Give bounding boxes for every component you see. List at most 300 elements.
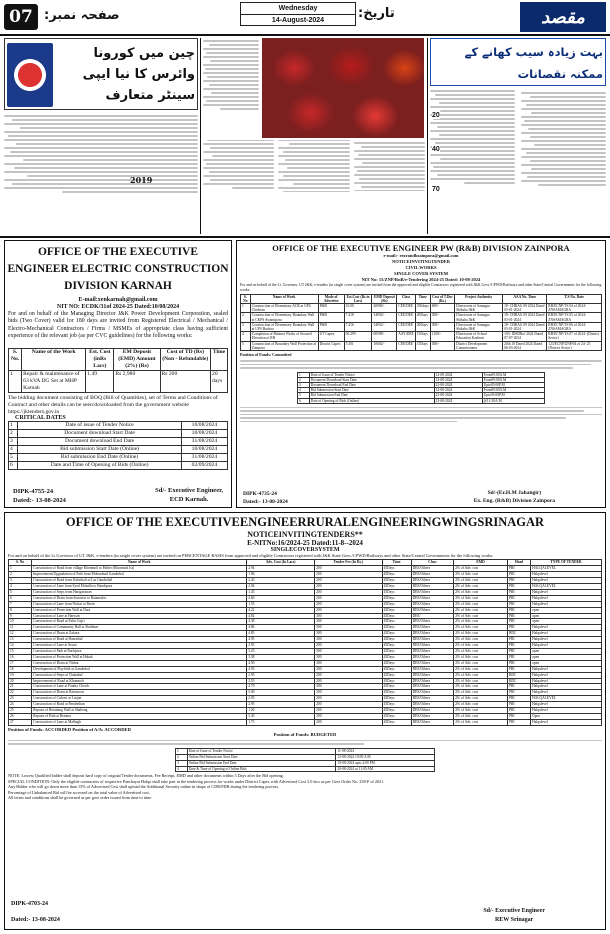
cell: Date of Issue of Tender Notice [187, 748, 336, 754]
column-rule [427, 38, 428, 234]
cell: RB/ECNP/TS 04 of 2024- ZNSAMAGRA [547, 304, 602, 313]
cell: PRI [507, 637, 530, 643]
cell: 200 [315, 702, 382, 708]
col-header: Class [411, 560, 454, 566]
cell: DEE/Others [411, 702, 454, 708]
cell: 8 [9, 607, 32, 613]
date-box [240, 2, 356, 26]
tender-notice-karnah [4, 240, 232, 508]
cell: DEE/Others [411, 654, 454, 660]
cell: DEE/Others [411, 684, 454, 690]
cell: 19-08-2024 upto 4:00 PM [336, 760, 435, 766]
cell: Bid submission Start Date (Online) [18, 446, 181, 454]
cell: PRI [507, 607, 530, 613]
cell: 10 [9, 619, 32, 625]
cell: Halqalevel [531, 672, 602, 678]
cell: DEE/ [411, 613, 454, 619]
cell: BDC [507, 678, 530, 684]
cell: 1 [9, 566, 32, 572]
cell: 2% of Adv. cost [454, 684, 508, 690]
cell: 2 [9, 572, 32, 578]
cell: DEE/Others [411, 619, 454, 625]
page-number-label: صفحہ نمبر: [44, 8, 120, 23]
cell: PRI [507, 696, 530, 702]
cell: 2% of Adv. cost [454, 601, 508, 607]
cell: 18- CHRAG 09 2024 Dated 03-01-2024 [503, 313, 547, 322]
cell: Construction of Community Hall at Shalimar [32, 625, 247, 631]
cell: 2% of Adv. cost [454, 613, 508, 619]
cell: 45Days [382, 702, 411, 708]
cell: UT Capex [318, 332, 344, 341]
cell: PRI [507, 613, 530, 619]
cell: 2 [9, 430, 18, 438]
col-header: EMD Deposit (Rs) [373, 294, 395, 303]
cell: PRI [507, 649, 530, 655]
cell: Halqalevel [531, 690, 602, 696]
cell: 2% of Adv. cost [454, 690, 508, 696]
cell: DEE/Others [411, 708, 454, 714]
col-header: Name of the Work [22, 349, 86, 371]
cell: DEE/Others [411, 631, 454, 637]
cell: 5 [241, 341, 251, 350]
cell: 1 [9, 371, 22, 393]
cell: Improvement/Upgradation of Path from Moharabad Ganderbal [32, 572, 247, 578]
rew-dates-table [175, 748, 435, 773]
zainpora-dated: Dated:- 13-08-2024 [243, 499, 288, 505]
cell: Directorate of Samagra Shiksha J&K [455, 304, 503, 313]
cell: 200 [315, 708, 382, 714]
cell: 3 [176, 760, 188, 766]
cell: 4.50 [247, 660, 315, 666]
table-row [9, 446, 228, 454]
cell: 10/08/2024 [181, 430, 227, 438]
cell: 15Days [415, 332, 430, 341]
zainpora-intro: For and on behalf of the Lt. Governor, UT J&K, e-tenders (in single cover system) are invited from the approved and eligible Contractors registered with J&K Govt./CPWD/Railways and other State/Central Governments for the following works: [240, 283, 602, 292]
cell: 2% of Adv. cost [454, 572, 508, 578]
cell: 2% of Adv. cost [454, 654, 508, 660]
col-header: Time [415, 294, 430, 303]
col-header: Adv. Cost (In Lacs) [247, 560, 315, 566]
table-row [241, 304, 602, 313]
col-header: TYPE OF TENDER [531, 560, 602, 566]
cell: open [531, 654, 602, 660]
cell: Halqalevel [531, 595, 602, 601]
cell: Construction of Protection Wall at Dara [32, 607, 247, 613]
cell: 300/- [430, 341, 454, 350]
col-header: Name of Work [250, 294, 318, 303]
cell: 50.299 [344, 332, 372, 341]
cell: 45Days [382, 696, 411, 702]
cell: 45Days [382, 660, 411, 666]
cell: 31/08/2024 [181, 438, 227, 446]
cell: 300 [315, 649, 382, 655]
cell: 5.301 [344, 341, 372, 350]
cell: 3.25 [247, 649, 315, 655]
rew-nit: E-NITNo:16/2024-25 Dated:11-8--2024 [247, 539, 363, 547]
cell: DEE/Others [411, 719, 454, 725]
cell: Date of Opening of Bids (Online) [309, 398, 434, 403]
cell: 45Days [382, 595, 411, 601]
cell: RB/ECNP/TS 05 of 2024- ZNSAMAGRA [547, 313, 602, 322]
cell: 3 [298, 382, 310, 387]
rew-funds: Position of Funds: BUDGETED [273, 731, 337, 737]
cell: BDC [507, 631, 530, 637]
table-row [9, 454, 228, 462]
cell: DEE/Others [411, 566, 454, 572]
cell: HALQALEVEL [531, 566, 602, 572]
cell: Construction of Elementary ACR at GPS Chidwan [250, 304, 318, 313]
cell: 60598/- [372, 332, 397, 341]
cell: 200 [315, 584, 382, 590]
cell: DEE/Others [411, 649, 454, 655]
cell: 300 [315, 654, 382, 660]
cell: Construction of Lane from Syed Mohalla to Bandipora [32, 584, 247, 590]
cell: DEE/Others [411, 666, 454, 672]
karnah-dated: Dated:- 13-08-2024 [13, 497, 66, 504]
cell: 2% of Adv. cost [454, 584, 508, 590]
cell: 45Days [382, 684, 411, 690]
cell: 26 [9, 713, 32, 719]
rew-title: OFFICE OF THE EXECUTIVEENGINEERRURALENGINEERINGWINGSRINAGAR [65, 515, 545, 529]
cell: Halqalevel [531, 572, 602, 578]
rew-intro: For and on behalf of the Lt Governor of UT J&K, e-tenders (in single cover system) are invited on PERCENTAGE BASIS from approved and eligible Contractors registered with J&K State Govt./CPWD/Railways and other State/Central Governments for the following works: [8, 553, 494, 558]
cell: 6 [9, 462, 18, 470]
cell: 23-08-2024 [434, 398, 482, 403]
cell: 12 [9, 631, 32, 637]
cell: DEE/Others [411, 678, 454, 684]
cell: 45Days [382, 625, 411, 631]
karnah-note: The bidding document consisting of BOQ (Bill of Quantities), set of Terms and Conditions of Contract and other details can be seen/downloaded from the government website https://jktenders.gov.in [8, 395, 218, 415]
cell: DEE/Others [411, 584, 454, 590]
col-header: Class [397, 294, 415, 303]
cell: Construction of Steps from Hariganiwan [32, 589, 247, 595]
cell: Directorate of Samagra Shiksha J&K [455, 313, 503, 322]
cell: 300/- [430, 313, 454, 322]
cell: 6 [298, 398, 310, 403]
table-row [298, 398, 545, 403]
cell: 200 [315, 678, 382, 684]
right-headline: بہت زیادہ سیب کھانے کے ممکنہ نقصانات [430, 38, 606, 86]
cell: 7.418 [344, 313, 372, 322]
cell: 22 [9, 690, 32, 696]
table-row [9, 371, 228, 393]
cell: 15 [9, 649, 32, 655]
cell: Date of Issue of Tender Notice [309, 372, 434, 377]
cell: Halqalevel [531, 625, 602, 631]
day: Wednesday [278, 5, 318, 12]
cell: 200 [315, 595, 382, 601]
cell: 300 [315, 660, 382, 666]
cell: 1.49 [86, 371, 114, 393]
cell: HALQALEVEL [531, 696, 602, 702]
col-header: Cost of T.Doc (Rs.) [432, 294, 453, 303]
cell: PRI [507, 619, 530, 625]
cell: DEE/Others [411, 625, 454, 631]
cell: PRI [507, 578, 530, 584]
cell: Halqalevel [531, 666, 602, 672]
middle-article-body [203, 140, 425, 234]
cell: 2% of Adv. cost [454, 702, 508, 708]
cell: 300 [315, 619, 382, 625]
cell: 17 [9, 660, 32, 666]
cell: 2% of Adv. cost [454, 678, 508, 684]
cell: Halqalevel [531, 637, 602, 643]
cell: open [531, 660, 602, 666]
cell: 45Days [382, 690, 411, 696]
cell: 2 [298, 377, 310, 382]
zainpora-email: e-mail:- eezrandbzainpora@gmail.com [383, 253, 459, 258]
cell: 123/ECNP/ZNP/04 of 24- 25 (District Sector) [547, 341, 602, 350]
cell: 10/08/2024 [181, 422, 227, 430]
cell: 300 [315, 666, 382, 672]
cell: 4 [241, 332, 251, 341]
rew-nit-title: NOTICEINVITINGTENDERS** [247, 530, 363, 539]
cell: 2% of Adv. cost [454, 625, 508, 631]
cell: 4.86 [247, 625, 315, 631]
rew-works-table [8, 559, 602, 725]
cell: Date and Time of Opening of Bids (Online) [18, 462, 181, 470]
cell: 2% of Adv. cost [454, 578, 508, 584]
cell: Bid Submission Start Date [309, 388, 434, 393]
cell: 2% of Adv. cost [454, 619, 508, 625]
cell: DEE/Others [411, 690, 454, 696]
cell: 4 [298, 388, 310, 393]
cell: DEE/Others [411, 637, 454, 643]
cell: 10.00 [344, 304, 372, 313]
zainpora-works-table [240, 294, 602, 351]
cell: Construction of Elementary Boundary Wall at CKPS Awantipora [250, 313, 318, 322]
zainpora-subtitle-2: CIVIL WORKS [405, 265, 437, 270]
cell: 300 [315, 613, 382, 619]
cell: Construction of Drain at Nishat [32, 660, 247, 666]
cell: 31/08/2024 [181, 454, 227, 462]
cell: 3.38 [247, 654, 315, 660]
rew-dipk: DIPK-4703-24 [11, 901, 48, 907]
cell: 18- CHRAG 09 2024 Dated 03-01-2024 [503, 304, 547, 313]
cell: DEE/Others [411, 595, 454, 601]
col-header: Name of Work [32, 560, 247, 566]
cell: 18- CHRAG 09 2024 Dated 03-01-2024 [503, 322, 547, 331]
cell: Improvement of Road at Khonmoh [32, 678, 247, 684]
cell: 200 [315, 607, 382, 613]
cell: 45Days [382, 589, 411, 595]
cell: 2% of Adv. cost [454, 708, 508, 714]
cell: 23 [9, 696, 32, 702]
table-row [9, 422, 228, 430]
cell: 200 [315, 566, 382, 572]
table-row [241, 332, 602, 341]
cell: Directorate of Samagra Shiksha J&K [455, 322, 503, 331]
cell: 300 [315, 690, 382, 696]
cell: 4 [9, 446, 18, 454]
karnah-nit: NIT NO: ECDK/31of 2024-25 Dated:10/08/2024 [56, 304, 180, 310]
cell: PRI [507, 584, 530, 590]
cell: PRI [507, 572, 530, 578]
cell: Construction of Road from Kidarkuli to Lar Ganderbal [32, 578, 247, 584]
cell: P&B [318, 304, 344, 313]
cell: Construction of Lane from Nishat to Brein [32, 601, 247, 607]
col-header: AAA No. Time [503, 294, 547, 303]
cell: Repairs of Retaining Wall at Shalteng [32, 708, 247, 714]
cell: DEE/Others [411, 578, 454, 584]
cell: 1 [9, 422, 18, 430]
marker-20: 20 [432, 112, 440, 119]
cell: 20 [9, 678, 32, 684]
critical-dates-table [8, 421, 228, 470]
cell: open [531, 649, 602, 655]
cell: PRI [507, 708, 530, 714]
cell: 7.416 [344, 322, 372, 331]
cell: Construction of Drain from Sonawar to Batamaloo [32, 595, 247, 601]
cell: 12-08-2024 [434, 388, 482, 393]
cell: Halqalevel [531, 719, 602, 725]
cell: 2.60 [247, 595, 315, 601]
cell: 45Days [382, 708, 411, 714]
cell: 200 [315, 672, 382, 678]
rew-position: Position of Funds: ACCORDED Position of A/A: ACCORDED [8, 726, 131, 732]
cell: 20 days [211, 371, 228, 393]
cell: 4 [9, 584, 32, 590]
cell: Construction of Lane at Pantha Chowk [32, 684, 247, 690]
cell: 2.94 [247, 584, 315, 590]
cell: Document Download End Date [309, 382, 434, 387]
table-row [176, 766, 435, 772]
cell: 20-08-2024 at 11:00 AM [336, 766, 435, 772]
table-row [9, 430, 228, 438]
cell: Upto05:00P.M [482, 382, 544, 387]
cell: CEE/DEE [397, 313, 415, 322]
cell: 12-08-2024 [434, 372, 482, 377]
cell: Construction of Steps at Chattabal [32, 672, 247, 678]
karnah-email: E-mail:xenkarnah@gmail.com [78, 297, 158, 303]
cell: 11 [9, 625, 32, 631]
cell: Halqalevel [531, 589, 602, 595]
cell: 45Days [382, 572, 411, 578]
cell: 3 [241, 322, 251, 331]
cell: 25 [9, 708, 32, 714]
cell: 14836/- [372, 313, 397, 322]
col-header: S. No. [9, 349, 22, 371]
cell: DEE/Others [411, 589, 454, 595]
cell: 45Days [382, 719, 411, 725]
cell: 45Days [382, 666, 411, 672]
cell: 1.55 [247, 601, 315, 607]
cell: 2% of Adv. cost [454, 643, 508, 649]
masthead-rule [0, 34, 610, 36]
cell: PRI [507, 625, 530, 631]
cell: 2.95 [247, 696, 315, 702]
cell: 15Days [415, 341, 430, 350]
cell: DEE/Others [411, 672, 454, 678]
cell: 16 [9, 654, 32, 660]
cell: 20Days [415, 313, 430, 322]
cell: 300 [315, 684, 382, 690]
cell: 45Days [382, 654, 411, 660]
karnah-title-1: OFFICE OF THE EXECUTIVE [37, 246, 199, 258]
cell: 2.95 [247, 702, 315, 708]
cell: 2% of Adv. cost [454, 719, 508, 725]
cell: From09:00A.M [482, 377, 544, 382]
cell: 2% of Adv. cost [454, 566, 508, 572]
cell: Directorate of School Education Kashmir [455, 332, 503, 341]
cell: 9 [9, 613, 32, 619]
table-row [241, 322, 602, 331]
cell: 45Days [382, 643, 411, 649]
cell: 2.93 [247, 643, 315, 649]
cell: open [531, 613, 602, 619]
cell: AAY/DEE [397, 332, 415, 341]
cell: Construction of Lane at Soura [32, 643, 247, 649]
col-header: T.S No. Date [547, 294, 602, 303]
zainpora-sign-2: Ex. Eng. (R&B) Division Zainpora [473, 498, 555, 504]
cell: 45Days [382, 649, 411, 655]
rew-note-4: Percentage of Unbalanced Bid will be accessed on the total value of Advertised cost. [8, 789, 150, 795]
cell: 2.43 [247, 578, 315, 584]
cell: From09:00A.M [482, 388, 544, 393]
rew-sign-2: REW Srinagar [494, 917, 534, 923]
table-row [9, 438, 228, 446]
karnah-body: For and on behalf of the Managing Director J&K Power Development Corporation, sealed bids (Two Cover) valid for 180 days are invited from Registered Electrical / Mechanical / Electro-Mechanical Contractors / Firms / MSMEs of appropriate class having sufficient experience of the relevant job (as per CVC guidelines) for the following works: [8, 311, 228, 339]
cell: 2% of Adv. cost [454, 649, 508, 655]
table-row [9, 462, 228, 470]
cell: PRI [507, 595, 530, 601]
col-header: S. No [9, 560, 32, 566]
cell: 20th 10 Dated 2024 Dated 06-03-2024 [503, 341, 547, 350]
cell: Halqalevel [531, 708, 602, 714]
cell: BDC [507, 672, 530, 678]
cell: 2% of Adv. cost [454, 595, 508, 601]
cell: 300 [315, 625, 382, 631]
cell: 2.94 [247, 566, 315, 572]
cell: 45Days [382, 578, 411, 584]
tender-notice-rew-srinagar [4, 512, 606, 930]
zainpora-title: OFFICE OF THE EXECUTIVE ENGINEER PW (R&B) DIVISION ZAINPORA [272, 243, 570, 253]
zainpora-subtitle: NOTICEINVITINGTENDER [391, 259, 450, 264]
zainpora-nit: NIT No: 15/ZNP/RnB/e-Tendering 2024-25 Dated: 10-08-2024 [361, 277, 481, 282]
rew-note-2: SPECIAL CONDITION: Only the eligible contractors of respective Panchayat Halqa shall take part in the tendering process for works under District Capex with Advertised Cost 3.0 lacs as per Govt Order No. 258-F of 2021. [8, 778, 385, 784]
cell: District Development Commissioner [455, 341, 503, 350]
cell: 45Days [382, 631, 411, 637]
karnah-works-table [8, 348, 228, 393]
cell: 300 [315, 713, 382, 719]
zainpora-dates-table [297, 372, 545, 404]
cell: 1.96 [247, 572, 315, 578]
cell: DEE/Others [411, 713, 454, 719]
cell: Halqalevel [531, 702, 602, 708]
cell: 2% of Adv. cost [454, 666, 508, 672]
cell: PRI [507, 589, 530, 595]
col-header: Mode of Advertise [318, 294, 344, 303]
col-header: Cost of TD (Rs) (Non - Refundable) [160, 349, 210, 371]
cell: 45Days [382, 613, 411, 619]
cell: PRI [507, 660, 530, 666]
cell: PRI [507, 719, 530, 725]
right-article-body [430, 90, 606, 234]
column-rule [200, 38, 201, 234]
cell: Construction of Lane at Harwan [32, 613, 247, 619]
cell: Construction of Road at Hazratbal [32, 637, 247, 643]
col-header: Est.Cost (Rs in Lacs) [344, 294, 372, 303]
cell: RB/ECNP/TS 06 of 2024- ZNSAMAGRA [547, 322, 602, 331]
date: 14-August-2024 [241, 14, 355, 26]
cell: Repair & maintenance of 63 kVA DG Set at MHP Karnah [22, 371, 86, 393]
cell: @11:30A.M [482, 398, 544, 403]
cell: 4.70 [247, 684, 315, 690]
cell: Construction of Boundary Wall Protection at Zainpora [250, 341, 318, 350]
cell: 1 [241, 304, 251, 313]
cell: 3 [9, 438, 18, 446]
cell: 300 [315, 637, 382, 643]
